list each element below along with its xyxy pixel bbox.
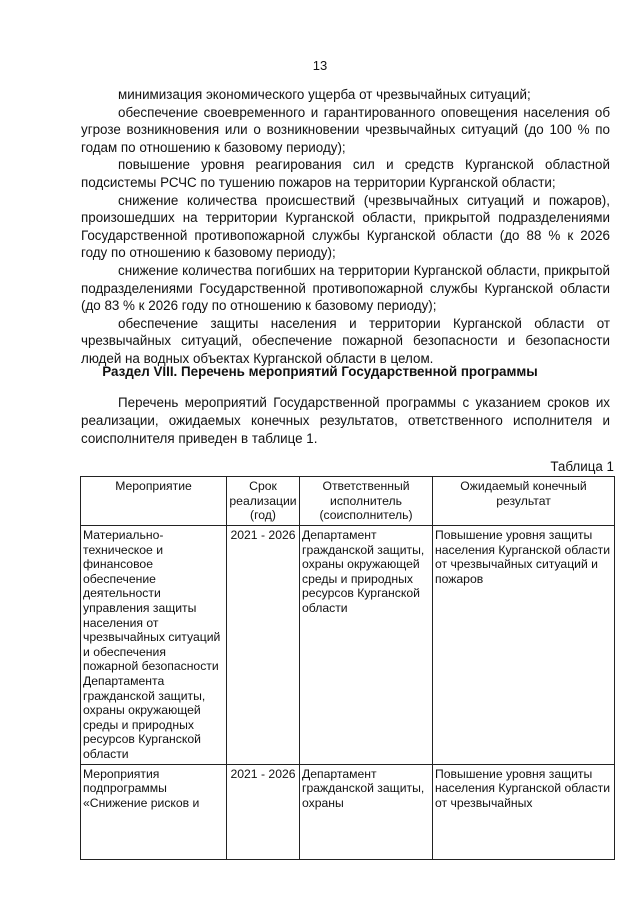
cell-term: 2021 - 2026	[227, 526, 300, 765]
cell-result-text: Повышение уровня защиты населения Курганской области от чрезвычайных	[435, 766, 611, 810]
cell-event	[81, 764, 227, 859]
cell-event-text: Мероприятия подпрограммы «Снижение рисков и	[83, 766, 200, 810]
cell-result	[433, 764, 615, 859]
paragraph: минимизация экономического ущерба от чрезвычайных ситуаций;	[118, 87, 531, 102]
events-table	[80, 476, 615, 860]
table-header-row	[81, 477, 615, 526]
table-caption: Таблица 1	[550, 459, 614, 474]
intro-text	[81, 394, 610, 448]
header-result: Ожидаемый конечный результат	[433, 477, 615, 526]
body-text	[81, 86, 610, 368]
header-executor: Ответственный исполнитель (соисполнитель)	[300, 477, 433, 526]
paragraph: обеспечение защиты населения и территории Курганской области от чрезвычайных ситуаций, обеспечение пожарной безопасности и безопасности людей на водных объектах Курганской области в целом.	[81, 315, 610, 366]
header-term: Срок реализации (год)	[227, 477, 300, 526]
intro-paragraph: Перечень мероприятий Государственной программы с указанием сроков их реализации, ожидаемых конечных результатов, ответственного исполнителя и соисполнителя приведен в таблице 1.	[81, 395, 610, 446]
table-row	[81, 764, 615, 859]
paragraph: обеспечение своевременного и гарантированного оповещения населения об угрозе возникновения или о возникновении чрезвычайных ситуаций (до 100 % по годам по отношению к базовому периоду);	[81, 104, 610, 155]
cell-executor	[300, 764, 433, 859]
table-row	[81, 526, 615, 765]
cell-result: Повышение уровня защиты населения Курганской области от чрезвычайных ситуаций и пожаров	[433, 526, 615, 765]
cell-executor: Департамент гражданской защиты, охраны окружающей среды и природных ресурсов Курганской области	[300, 526, 433, 765]
cell-term-text: 2021 - 2026	[230, 766, 296, 781]
section-heading: Раздел VIII. Перечень мероприятий Государственной программы	[102, 364, 538, 379]
cell-event: Материально-техническое и финансовое обеспечение деятельности управления защиты населения от чрезвычайных ситуаций и обеспечения пожарной безопасности Департамента гражданской защиты, охраны окружающей среды и природных ресурсов Курганской области	[81, 526, 227, 765]
header-event: Мероприятие	[81, 477, 227, 526]
cell-executor-text: Департамент гражданской защиты, охраны	[302, 766, 425, 810]
paragraph: снижение количества происшествий (чрезвычайных ситуаций и пожаров), произошедших на территории Курганской области, прикрытой подразделениями Государственной противопожарной службы Курганской области (до 88 % к 2026 году по отношению к базовому периоду);	[81, 192, 610, 261]
cell-term	[227, 764, 300, 859]
page-number: 13	[312, 58, 328, 73]
paragraph: снижение количества погибших на территории Курганской области, прикрытой подразделениями Государственной противопожарной службы Курганской области (до 83 % к 2026 году по отношению к базовому периоду);	[81, 262, 610, 314]
paragraph: повышение уровня реагирования сил и средств Курганской областной подсистемы РСЧС по тушению пожаров на территории Курганской области;	[81, 157, 610, 190]
